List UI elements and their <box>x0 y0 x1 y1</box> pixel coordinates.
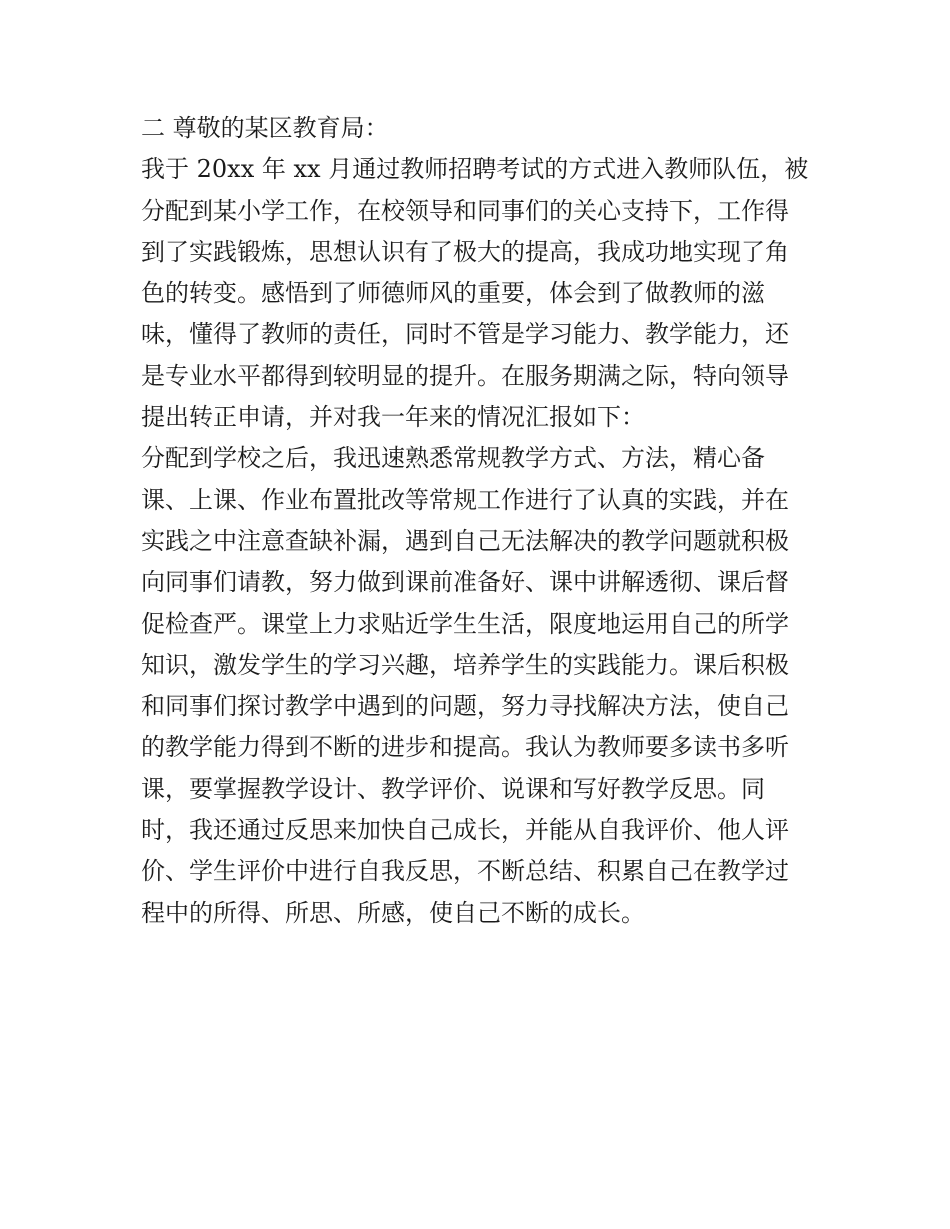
salutation-line: 二 尊敬的某区教育局： <box>141 114 389 142</box>
body-line: 色的转变。感悟到了师德师风的重要，体会到了做教师的滋 <box>141 279 765 308</box>
body-line: 是专业水平都得到较明显的提升。在服务期满之际，特向领导 <box>141 361 789 390</box>
body-line: 向同事们请教，努力做到课前准备好、课中讲解透彻、课后督 <box>141 568 789 597</box>
body-line: 促检查严。课堂上力求贴近学生生活，限度地运用自己的所学 <box>141 609 789 638</box>
body-line: 和同事们探讨教学中遇到的问题，努力寻找解决方法，使自己 <box>141 692 789 721</box>
body-line: 时，我还通过反思来加快自己成长，并能从自我评价、他人评 <box>141 816 789 845</box>
body-line: 味，懂得了教师的责任，同时不管是学习能力、教学能力，还 <box>141 320 789 349</box>
body-line: 课，要掌握教学设计、教学评价、说课和写好教学反思。同 <box>141 774 765 803</box>
body-line: 的教学能力得到不断的进步和提高。我认为教师要多读书多听 <box>141 733 789 762</box>
body-line: 提出转正申请，并对我一年来的情况汇报如下： <box>141 403 645 432</box>
body-line: 程中的所得、所思、所感，使自己不断的成长。 <box>141 898 645 927</box>
body-line: 到了实践锻炼，思想认识有了极大的提高，我成功地实现了角 <box>141 237 789 266</box>
body-line: 分配到学校之后，我迅速熟悉常规教学方式、方法，精心备 <box>141 444 765 473</box>
body-line: 我于 20xx 年 xx 月通过教师招聘考试的方式进入教师队伍，被 <box>141 155 809 184</box>
body-line: 知识，激发学生的学习兴趣，培养学生的实践能力。课后积极 <box>141 650 789 679</box>
document-body <box>141 108 821 934</box>
body-line: 课、上课、作业布置批改等常规工作进行了认真的实践，并在 <box>141 485 789 514</box>
body-line: 分配到某小学工作，在校领导和同事们的关心支持下，工作得 <box>141 196 789 225</box>
body-line: 实践之中注意查缺补漏，遇到自己无法解决的教学问题就积极 <box>141 526 789 555</box>
body-line: 价、学生评价中进行自我反思，不断总结、积累自己在教学过 <box>141 857 789 886</box>
